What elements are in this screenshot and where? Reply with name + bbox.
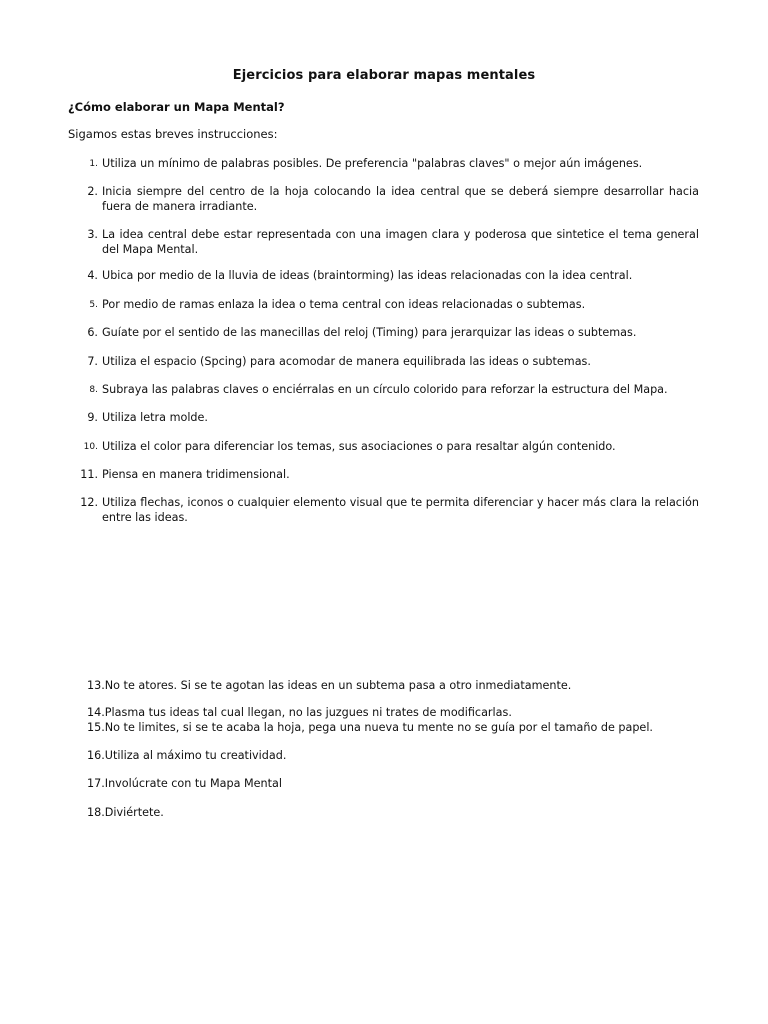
list-text: Ubica por medio de la lluvia de ideas (braintorming) las ideas relacionadas con la idea central. — [102, 269, 633, 282]
list-text: Utiliza un mínimo de palabras posibles. De preferencia "palabras claves" o mejor aún imágenes. — [102, 157, 643, 170]
list-number: 12. — [80, 496, 98, 509]
list-item: 13.No te atores. Si se te agotan las ideas en un subtema pasa a otro inmediatamente. — [87, 679, 572, 692]
list-text: La idea central debe estar representada con una imagen clara y poderosa que sintetice el tema general del Mapa Mental. — [102, 228, 699, 256]
list-item: 15.No te limites, si se te acaba la hoja, pega una nueva tu mente no se guía por el tamaño de papel. — [87, 721, 653, 734]
list-number: 4. — [87, 269, 98, 282]
list-text: Utiliza flechas, iconos o cualquier elemento visual que te permita diferenciar y hacer más clara la relación entre las ideas. — [102, 496, 699, 524]
list-text: Piensa en manera tridimensional. — [102, 468, 290, 481]
list-number: 6. — [87, 326, 98, 339]
list-text: Utiliza el espacio (Spcing) para acomodar de manera equilibrada las ideas o subtemas. — [102, 355, 591, 368]
section-heading: ¿Cómo elaborar un Mapa Mental? — [68, 100, 285, 114]
list-number: 10. — [83, 442, 98, 452]
document-title: Ejercicios para elaborar mapas mentales — [232, 68, 536, 83]
list-number: 1. — [89, 159, 98, 169]
list-text: Utiliza letra molde. — [102, 411, 208, 424]
list-number: 3. — [87, 228, 98, 241]
list-item: 17.Involúcrate con tu Mapa Mental — [87, 777, 282, 790]
list-number: 9. — [87, 411, 98, 424]
list-number: 7. — [87, 355, 98, 368]
list-item: 14.Plasma tus ideas tal cual llegan, no las juzgues ni trates de modificarlas. — [87, 706, 512, 719]
list-text: Utiliza el color para diferenciar los temas, sus asociaciones o para resaltar algún contenido. — [102, 440, 616, 453]
list-number: 8. — [89, 385, 98, 395]
list-item: 18.Diviértete. — [87, 806, 164, 819]
list-item: 16.Utiliza al máximo tu creatividad. — [87, 749, 287, 762]
list-number: 2. — [87, 185, 98, 198]
intro-text: Sigamos estas breves instrucciones: — [68, 127, 278, 141]
list-number: 11. — [80, 468, 98, 481]
list-text: Guíate por el sentido de las manecillas del reloj (Timing) para jerarquizar las ideas o subtemas. — [102, 326, 637, 339]
list-text: Inicia siempre del centro de la hoja colocando la idea central que se deberá siempre desarrollar hacia fuera de manera irradiante. — [102, 185, 699, 213]
list-number: 5. — [89, 300, 98, 310]
list-text: Por medio de ramas enlaza la idea o tema central con ideas relacionadas o subtemas. — [102, 298, 586, 311]
list-text: Subraya las palabras claves o enciérralas en un círculo colorido para reforzar la estructura del Mapa. — [102, 383, 668, 396]
